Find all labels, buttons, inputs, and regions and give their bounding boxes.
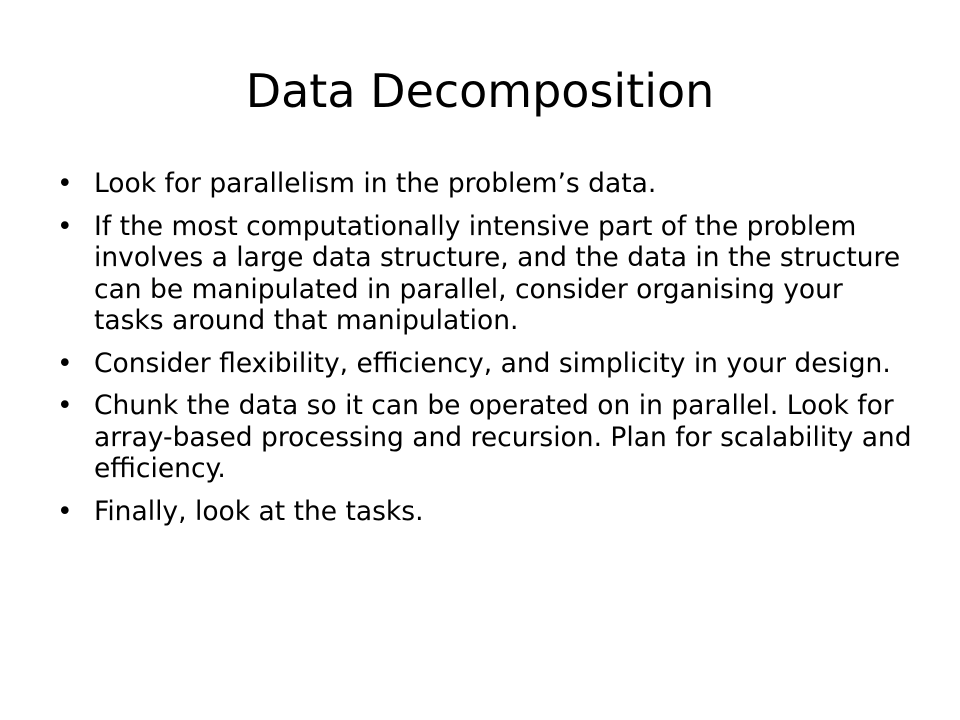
bullet-text: Chunk the data so it can be operated on in parallel. Look for array-based processing and recursion. Plan for scalability and efficiency. (94, 390, 912, 484)
bullet-item (57, 348, 917, 380)
bullet-text: Look for parallelism in the problem’s data. (94, 168, 657, 199)
bullet-item (57, 211, 917, 337)
bullet-item (57, 496, 917, 528)
bullet-icon: • (57, 495, 73, 527)
bullet-text: If the most computationally intensive part of the problem involves a large data structure, and the data in the structure can be manipulated in parallel, consider organising your tasks around that manipulation. (94, 210, 901, 336)
bullet-icon: • (57, 347, 73, 379)
bullet-text: Consider flexibility, efficiency, and simplicity in your design. (94, 347, 891, 379)
bullet-item (57, 390, 917, 485)
bullet-icon: • (57, 210, 73, 242)
bullet-icon: • (57, 168, 73, 199)
bullet-text: Finally, look at the tasks. (94, 495, 424, 527)
slide-title: Data Decomposition (245, 64, 715, 118)
bullet-item (57, 168, 917, 200)
bullet-list (57, 168, 917, 538)
bullet-icon: • (57, 390, 73, 421)
